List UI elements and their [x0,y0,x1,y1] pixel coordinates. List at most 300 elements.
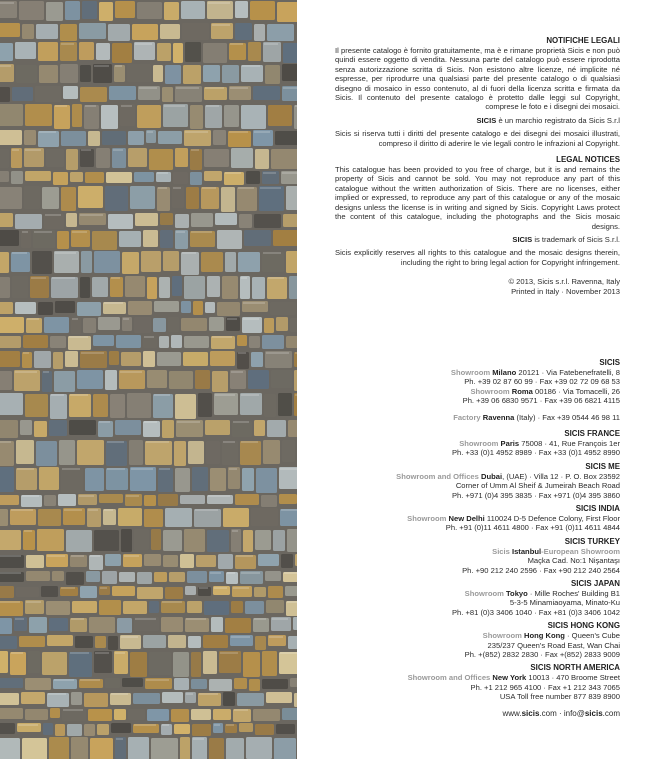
mosaic-tile [211,617,223,632]
milano-showroom: Showroom Milano 20121 · Via Fatebenefratelli, 8 [450,367,620,377]
mosaic-tile [75,636,93,648]
mosaic-tile-sheen [260,187,281,189]
mosaic-tile [267,277,287,299]
mosaic-tile [66,149,78,170]
legal-en-rights: Sicis explicitly reserves all rights to this catalogue and the mosaic designs therein, including the right to bring legal action for Copyright infringement. [335,248,620,267]
mosaic-tile [52,571,64,581]
mosaic-tile [39,467,59,490]
mosaic-tile [160,24,180,39]
mosaic-tile [0,708,23,719]
mosaic-tile [16,468,37,490]
mosaic-tile [286,186,297,210]
mosaic-tile-sheen [231,636,250,638]
mosaic-tile-sheen [225,172,241,174]
mosaic-tile [78,186,103,208]
mosaic-tile [16,440,34,464]
mosaic-tile [231,529,241,552]
mosaic-tile-sheen [226,724,234,726]
mosaic-tile [185,586,196,595]
mosaic-tile [228,131,251,147]
mosaic-tile [207,276,220,297]
mosaic-tile [255,149,269,169]
mosaic-tile-sheen [115,652,125,654]
mosaic-tile [223,508,249,527]
mosaic-tile [65,1,80,20]
mosaic-tile-sheen [0,65,11,67]
mosaic-tile-sheen [241,277,247,279]
mosaic-tile [72,104,82,127]
mosaic-tile [163,251,179,271]
mosaic-tile [277,2,297,22]
mosaic-tile [180,495,205,504]
office-na-heading: SICIS NORTH AMERICA [530,663,620,673]
mosaic-tile [85,468,104,491]
mosaic-tile [147,370,167,388]
mosaic-tile [246,171,260,184]
mosaic-tile [119,231,141,247]
mosaic-tile [175,468,190,492]
mosaic-tile-sheen [11,509,33,511]
mosaic-tile [224,105,239,127]
mosaic-tile [143,421,160,437]
mosaic-tile [106,468,128,490]
mosaic-tile [137,105,161,128]
mosaic-tile-sheen [208,2,230,4]
mosaic-tile-sheen [233,421,249,423]
mosaic-tile-sheen [281,509,297,511]
mosaic-tile [37,529,64,551]
mosaic-tile [38,509,61,526]
mosaic-tile-sheen [31,277,46,279]
mosaic-tile [267,420,286,437]
mosaic-tile [108,24,130,41]
mosaic-tile [253,86,280,100]
mosaic-tile [186,187,199,209]
mosaic-tile [0,530,21,550]
printed-line: Printed in Italy · November 2013 [511,286,620,296]
mosaic-tile [225,252,236,272]
mosaic-tile-sheen [107,468,125,470]
mosaic-tile [106,172,132,183]
mosaic-tile [222,441,238,465]
mosaic-tile [35,86,61,102]
mosaic-tile [174,724,190,734]
mosaic-tile [22,352,32,368]
mosaic-tile [47,693,69,707]
mosaic-tile-sheen [52,277,75,279]
mosaic-tile [42,187,59,209]
mosaic-tile [80,87,107,102]
mosaic-tile [283,43,297,63]
mosaic-tile [276,724,295,734]
mosaic-tile-sheen [210,572,221,574]
mosaic-tile [88,709,112,721]
mosaic-tile-sheen [269,636,283,638]
mosaic-tile [0,336,21,348]
mosaic-tile-sheen [230,87,248,89]
mosaic-tile [84,693,108,707]
mosaic-tile-sheen [241,394,259,396]
mosaic-tile [54,251,79,273]
mosaic-tile [51,277,78,298]
mosaic-tile [121,352,141,366]
mosaic-tile [271,149,297,169]
mosaic-tile-sheen [215,394,235,396]
mosaic-tile [149,601,159,613]
mosaic-tile [279,467,297,489]
mosaic-tile [147,709,169,721]
mosaic-tile [151,529,161,550]
mosaic-tile [39,65,58,83]
mosaic-tile [259,186,284,211]
mosaic-tile [77,370,103,389]
mosaic-tile [105,554,121,566]
mosaic-tile [159,277,170,298]
mosaic-tile [184,529,205,552]
mosaic-tile [251,508,278,526]
mosaic-tile [144,554,161,566]
mosaic-tile [173,172,188,184]
mosaic-tile [10,652,26,675]
mosaic-tile [285,586,297,596]
mosaic-tile-sheen [51,394,64,396]
mosaic-tile [255,724,274,735]
mosaic-tile [0,495,19,505]
mosaic-tile-sheen [61,43,74,45]
mosaic-tile-sheen [177,421,200,423]
mosaic-tile [29,617,47,633]
mosaic-tile [165,65,181,84]
mosaic-tile [282,64,297,81]
mosaic-tile [128,301,152,315]
mosaic-tile [55,301,75,313]
mosaic-tile [21,692,45,704]
mosaic-tile [102,571,117,584]
mosaic-tile-sheen [81,352,104,354]
mosaic-tile [50,708,60,718]
newyork-showroom: Showroom and Offices New York 10013 · 470 Broome Street [407,673,620,683]
trademark-brand: SICIS [512,234,533,244]
mosaic-tile [241,65,263,82]
mosaic-tile [203,65,220,82]
mosaic-tile [54,371,75,392]
delhi-phone: Ph. +91 (0)11 4611 4800 · Fax +91 (0)11 4611 4844 [445,523,620,533]
mosaic-tile-sheen [162,724,169,726]
roma-showroom: Showroom Roma 00186 · Via Tomacelli, 26 [470,386,620,396]
mosaic-tile [210,351,235,366]
mosaic-tile [160,230,173,248]
mosaic-tile [281,554,293,568]
mosaic-tile-sheen [227,572,235,574]
mosaic-tile [84,105,99,129]
mosaic-tile [0,601,23,616]
mosaic-tile-sheen [268,277,284,279]
mosaic-tile [273,230,297,246]
trademark-text: is trademark of Sicis S.r.l. [532,234,620,244]
mosaic-tile [80,586,97,598]
mosaic-tile [25,709,48,720]
mosaic-tile [282,440,295,462]
mosaic-tile [46,601,70,615]
mosaic-tile [53,172,68,185]
mosaic-tile [112,43,132,63]
mosaic-tile [253,709,280,721]
mosaic-tile-sheen [238,187,254,189]
roma-phone: Ph. +39 06 6830 9571 · Fax +39 06 6821 4115 [462,396,620,406]
mosaic-tile [116,335,141,348]
mosaic-tile [85,172,104,183]
mosaic-tile [0,317,24,333]
mosaic-tile [11,171,23,184]
mosaic-tile [122,252,139,274]
mosaic-tile [293,617,297,630]
mosaic-tile [43,723,53,735]
dubai-address: Corner of Umm Al Sheif & Jumeirah Beach Road [455,481,620,491]
mosaic-tile [162,87,173,102]
mosaic-tile [105,678,120,688]
mosaic-tile-sheen [254,618,266,620]
mosaic-tile [288,420,297,437]
mosaic-tile-sheen [15,371,37,373]
mosaic-tile [168,635,186,648]
mosaic-tile [42,652,67,675]
mosaic-tile [223,692,235,706]
mosaic-tile [204,171,222,181]
mosaic-tile [110,277,123,297]
mosaic-tile-sheen [159,468,170,470]
mosaic-tile-sheen [47,555,65,557]
web-contact[interactable]: www.sicis.com · info@sicis.com [502,708,620,718]
mosaic-tile [14,370,40,391]
mosaic-tile [49,420,67,436]
mosaic-tile [10,509,36,525]
mosaic-tile [234,678,247,689]
mosaic-tile [271,370,292,388]
mosaic-tile [134,317,151,333]
mosaic-tile [172,276,182,296]
mosaic-tile [286,601,297,616]
mosaic-tile [23,335,48,348]
mosaic-tile [72,601,97,613]
mosaic-tile [237,352,249,369]
mosaic-tile [243,530,253,552]
mosaic-tile [173,652,189,677]
mosaic-tile [163,530,182,551]
mosaic-tile-sheen [233,587,249,589]
mosaic-tile [34,421,47,437]
mosaic-tile-sheen [43,371,49,373]
mosaic-tile [289,276,297,299]
mosaic-tile-sheen [263,172,276,174]
mosaic-tile-sheen [214,724,220,726]
mosaic-tile [0,618,12,634]
mosaic-tile [193,301,203,315]
mosaic-tile [253,618,269,632]
mosaic-tile [99,600,121,615]
mosaic-tile [219,651,241,673]
mosaic-tile [22,24,34,39]
mosaic-tile-sheen [191,231,212,233]
mosaic-tile-sheen [295,394,297,396]
mosaic-tile [93,335,114,346]
mosaic-tile [0,351,20,367]
mosaic-tile [25,104,52,126]
mosaic-tile [294,370,297,391]
mosaic-tile [42,371,52,392]
mosaic-tile-sheen [22,495,39,497]
mosaic-tile [97,724,109,735]
mosaic-tile [66,572,84,585]
mosaic-tile [145,441,172,465]
mosaic-tile [0,252,9,273]
mosaic-tile [96,148,110,168]
tokyo-phone: Ph. +81 (0)3 3406 1040 · Fax +81 (0)3 3406 1042 [451,607,620,617]
mosaic-tile-sheen [158,187,167,189]
mosaic-tile [133,693,160,704]
mosaic-tile-sheen [70,394,88,396]
mosaic-tile [266,600,284,613]
mosaic-tile [92,277,108,297]
mosaic-tile [11,252,30,272]
mosaic-tile [218,554,233,569]
mosaic-tile-sheen [139,87,157,89]
trademark-text: è un marchio registrato da Sicis S.r.l [496,115,620,125]
dubai-phone: Ph. +971 (0)4 395 3835 · Fax +971 (0)4 395 3860 [451,490,620,500]
mosaic-tile [215,213,237,225]
mosaic-tile [15,214,42,229]
mosaic-tile [89,617,115,633]
mosaic-tile-sheen [80,214,103,216]
mosaic-tile [175,214,189,228]
mosaic-tile [135,213,158,226]
mosaic-tile-sheen [229,468,237,470]
mosaic-tile [0,678,23,688]
mosaic-tile [0,213,13,227]
mosaic-tile-sheen [23,352,29,354]
mosaic-tile [162,692,183,703]
mosaic-tile [111,723,131,733]
mosaic-tile [44,495,56,506]
mosaic-tile-sheen [55,105,67,107]
mosaic-tile-sheen [182,252,196,254]
mosaic-tile-sheen [26,601,41,603]
mosaic-tile [187,571,207,583]
mosaic-tile [162,420,174,438]
mosaic-tile-sheen [162,601,182,603]
mosaic-tile [71,692,82,705]
mosaic-tile-sheen [186,693,193,695]
mosaic-tile-sheen [173,187,181,189]
mosaic-tile [61,468,83,493]
mosaic-tile [196,555,216,567]
mosaic-tile-sheen [124,555,139,557]
mosaic-tile [0,130,22,145]
mosaic-tile [225,618,251,633]
mosaic-tile [214,393,238,415]
mosaic-tile-sheen [62,468,80,470]
mosaic-tile [294,393,297,416]
mosaic-tile [254,24,265,41]
mosaic-tile-sheen [71,555,84,557]
mosaic-tile [294,693,297,707]
mosaic-tile [143,635,166,648]
mosaic-tile [246,737,272,759]
mosaic-tile-sheen [147,131,153,133]
mosaic-tile [96,43,110,60]
mosaic-tile [47,635,73,646]
mosaic-tile [59,440,75,465]
mosaic-tile [164,2,179,20]
mosaic-tile [275,131,297,145]
mosaic-tile [102,131,126,145]
mosaic-tile [82,1,97,19]
legal-it-heading: NOTIFICHE LEGALI [546,36,620,45]
mosaic-tile [143,230,158,247]
mosaic-tile-sheen [54,679,74,681]
mosaic-tile [112,586,135,596]
mosaic-tile [149,149,173,170]
mosaic-tile [0,651,8,673]
mosaic-tile [205,105,222,128]
mosaic-tile [137,2,162,19]
mosaic-tile [123,601,147,614]
mosaic-tile-sheen [220,652,238,654]
mosaic-tile-sheen [123,318,129,320]
mosaic-tile [222,65,239,83]
mosaic-tile [157,187,170,211]
mosaic-tile [276,317,288,331]
mosaic-tile [221,187,235,212]
mosaic-tile [262,679,288,689]
mosaic-tile [154,301,179,312]
mosaic-tile [163,104,188,127]
mosaic-tile [0,738,20,759]
mosaic-tile [248,42,261,61]
mosaic-tile [71,318,81,334]
mosaic-tile [235,23,252,40]
mosaic-tile [290,318,297,332]
mosaic-tile [163,555,178,567]
hongkong-address: 235/237 Queen's Road East, Wan Chai [487,640,620,650]
mosaic-tile [235,1,248,18]
mosaic-tile [255,530,271,550]
mosaic-tile [24,130,36,145]
mosaic-tile [188,441,204,464]
mosaic-tile [128,148,147,167]
mosaic-tile [128,737,149,759]
mosaic-tile-sheen [80,679,100,681]
legal-and-contacts-column [335,36,620,718]
mosaic-tile [44,317,69,333]
mosaic-tile [239,214,252,228]
mosaic-tile [53,352,63,369]
mosaic-tile [286,251,297,273]
mosaic-tile [0,87,10,102]
mosaic-tile [25,394,48,417]
mosaic-tile [232,421,252,437]
mosaic-tile-sheen [15,618,24,620]
mosaic-tile [57,231,69,249]
mosaic-tile [120,104,135,126]
mosaic-tile [240,276,250,299]
mosaic-tile [134,172,154,182]
mosaic-tile-sheen [208,495,230,497]
mosaic-tile [0,420,18,438]
mosaic-tile [201,187,219,209]
mosaic-tile [80,149,94,167]
mosaic-tile [143,351,155,367]
mosaic-tile [151,738,178,759]
